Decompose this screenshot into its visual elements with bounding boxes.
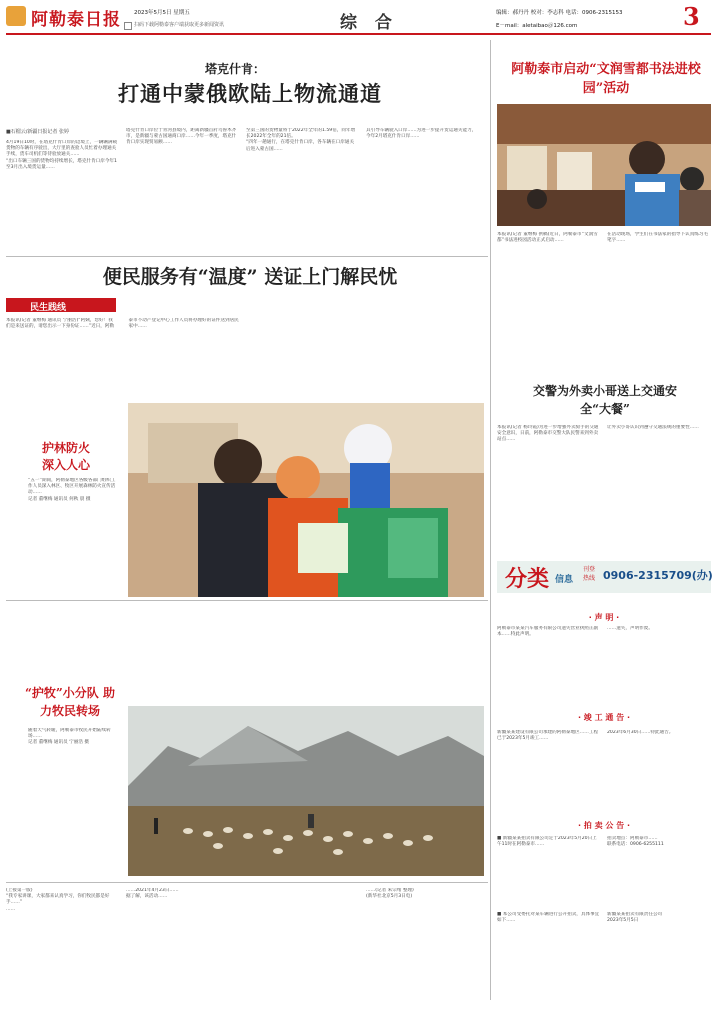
page-number: 3	[683, 2, 700, 31]
auction-left: ■ 新疆某某拍卖有限公司定于2023年5月20日上午11时在阿勒泰市……	[497, 836, 597, 848]
calligraphy-column-1: 本报讯(记者 董继梅 供稿)近日，阿勒泰市“文润雪都”书法进校园活动正式启动……	[497, 232, 598, 244]
classified-phone: 0906-2315709(办)	[603, 569, 713, 582]
paper-name: 阿勒泰日报	[31, 10, 121, 30]
auction2-left: ■ 本公司受委托对某车辆进行公开拍卖，具体事宜如下……	[497, 912, 600, 924]
lead-byline: ■石榴云/新疆日报记者 张婷	[6, 129, 69, 135]
bottom-mid-text: ……2021年4月23日…… 据了解，该活动……	[126, 888, 179, 900]
masthead-rule	[6, 33, 711, 35]
bottom-left-text: (上接第一版) “我专家讲课，大家都来认真学习，你们牧民都是好手……” ……	[6, 888, 110, 912]
traffic-headline: 交警为外卖小哥送上交通安全“大餐”	[532, 384, 677, 416]
classified-tag-bottom: 热线	[583, 575, 596, 582]
traffic-column-2: 让外卖小哥认识到遵守交通法规的重要性……	[607, 425, 699, 430]
fire-headline: 护林防火 深入人心	[42, 441, 91, 472]
auction-right: 拍卖地点：阿勒泰市…… 联系电话：0906-6255111	[607, 836, 664, 848]
notice-right: ……遗失，声明作废。	[607, 626, 653, 631]
divider	[6, 600, 488, 601]
notice-header: · 声 明 ·	[588, 613, 620, 622]
classified-tag-top: 刊登	[583, 566, 596, 573]
divider	[6, 882, 488, 883]
column-tag: 民生践线	[30, 303, 67, 313]
grazing-photo	[128, 706, 484, 876]
bottom-right-text: ……(记者 朱宗绪 整理) (新华社北京5月3日电)	[366, 888, 414, 900]
service-text: 本报讯(记者 董继梅 通讯员 宁丽浩)“阿姨，您好！我们是来送证的，请您出示一下身份证……”近日，阿勒泰市不动产登记中心工作人员将办理好的证件送到居民家中……	[6, 318, 239, 330]
issue-date: 2023年5月5日 星期五	[134, 10, 190, 16]
section-name: 综 合	[340, 13, 398, 33]
lead-headline: 打通中蒙俄欧陆上物流通道	[118, 81, 382, 106]
traffic-column-1: 本报讯(记者 杨玲霞)为进一步增强外卖骑手的交通安全意识，日前，阿勒泰市交警大队民警来到外卖站点……	[497, 425, 599, 443]
fire-text: “五一”期间，阿勒泰地区各级各部门组织工作人员深入林区、牧区开展森林防火宣传活动…… 记者 董继梅 通讯员 何秋 晨 摄	[28, 478, 116, 502]
email-line: E－mail：aletaibao＠126.com	[496, 23, 578, 29]
calligraphy-column-2: 在活动现场，学生们在书法家的指导下认真练习毛笔字……	[607, 232, 709, 244]
completion-right: 2023年6月30日……特此通告。	[607, 730, 674, 735]
calligraphy-headline: 阿勒泰市启动“文润雪都书法进校园”活动	[511, 62, 701, 96]
lead-column-4: 其引导车辆驶入口岸……为进一步提升货运通关能力，今年2月塔克什肯口岸……	[366, 128, 477, 140]
notice-left: 阿勒泰市某某汽车服务有限公司遗失营业执照正副本……特此声明。	[497, 626, 599, 638]
auction-header: · 拍 卖 公 告 ·	[577, 821, 630, 830]
grazing-text: 随着天气转暖，阿勒泰市牧民开始陆续转场…… 记者 董继梅 通讯员 宁丽浩 摄	[28, 728, 111, 746]
auction2-right: 新疆某某拍卖有限责任公司 2023年5月5日	[607, 912, 663, 924]
lead-column-1: 4月19日10时，在塔克什肯口岸的边境上，一辆辆满载货物的车辆有序驶出，大厅里的查验人员忙着办理通关手续，货车司机们等待验放通关…… “出口车辆三国的货物均持续增长，塔克什肯口岸今年1至3月出入境货运量……	[6, 140, 118, 170]
editor-line: 编辑：郝丹丹 校对：李志科 电话：0906-2315153	[496, 10, 623, 16]
calligraphy-photo	[497, 104, 711, 226]
service-headline: 便民服务有“温度” 送证上门解民忧	[102, 266, 398, 288]
fire-photo	[128, 403, 484, 597]
completion-left: 新疆某某建设有限公司承建的阿勒泰地区……工程已于2023年5月竣工……	[497, 730, 599, 742]
classified-subtitle: 信息	[555, 575, 574, 585]
qr-code-icon	[124, 22, 132, 30]
grazing-headline: “护牧”小分队 助力牧民转场	[25, 686, 115, 718]
divider	[6, 256, 488, 257]
lead-column-3: 至第三国的货物量将于2022年全年的1.59倍，同年增长2022年全年的21倍。 “四年一趟通行，在塔克什肯口岸，各车辆在口岸通关后进入蒙古国……	[246, 128, 356, 152]
scan-hint: 扫码下载阿勒泰客户端获取更多新闻资讯	[134, 22, 225, 28]
lead-column-2: 塔克什肯口岸位于青河县境内，距离新疆首府乌鲁木齐市，是新疆与蒙古国通商口岸……今年一季度，塔克什肯口岸实现贸易额……	[126, 128, 237, 146]
paper-logo-icon	[6, 6, 26, 26]
completion-header: · 竣 工 通 告 ·	[577, 713, 630, 722]
column-divider	[490, 40, 491, 1000]
classified-title: 分类	[505, 566, 550, 592]
lead-kicker: 塔克什肯：	[205, 62, 266, 76]
